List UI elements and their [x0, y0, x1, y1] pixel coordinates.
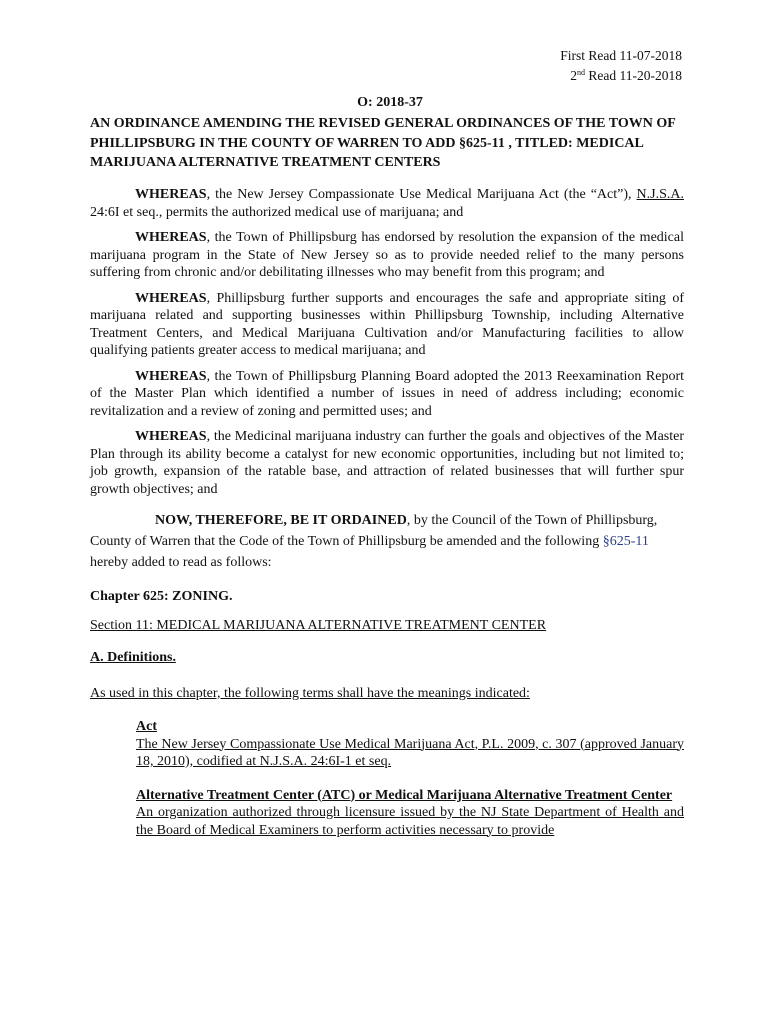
second-read-date: 2nd Read 11-20-2018: [570, 68, 682, 83]
section-heading: Section 11: MEDICAL MARIJUANA ALTERNATIVE TREATMENT CENTER: [90, 617, 547, 633]
chapter-heading: Chapter 625: ZONING.: [90, 589, 233, 604]
definition-term: Act: [136, 719, 157, 734]
ordinance-title: AN ORDINANCE AMENDING THE REVISED GENERAL ORDINANCES OF THE TOWN OF PHILLIPSBURG IN THE COUNTY OF WARREN TO ADD §625-11 , TITLED: MEDICAL MARIJUANA ALTERNATIVE TREATMENT CENTERS: [90, 116, 676, 170]
definition-item: [136, 718, 684, 771]
definitions-heading: A. Definitions.: [90, 650, 176, 665]
definition-text: The New Jersey Compassionate Use Medical Marijuana Act, P.L. 2009, c. 307 (approved January 18, 2010), codified at N.J.S.A. 24:6I-1 et seq.: [136, 736, 684, 769]
section-reference: §625-11: [602, 534, 649, 549]
reading-dates: [560, 47, 682, 84]
whereas-clause-5: WHEREAS, the Medicinal marijuana industry can further the goals and objectives of the Master Plan through its ability become a catalyst for new economic opportunities, including but not limited to; job growth, expansion of the ratable base, and attraction of related businesses that will further spur growth objectives; and: [90, 429, 684, 497]
whereas-clause-3: WHEREAS, Phillipsburg further supports and encourages the safe and appropriate siting of marijuana related and supporting businesses within Phillipsburg Township, including Alternative Treatment Centers, and Medical Marijuana Cultivation and/or Manufacturing facilities to allow qualifying patients greater access to medical marijuana; and: [90, 290, 684, 358]
ordinance-title-block: [90, 95, 690, 173]
whereas-clause-2: WHEREAS, the Town of Phillipsburg has endorsed by resolution the expansion of the medical marijuana program in the State of New Jersey so as to provide needed relief to the many persons suffering from chronic and/or debilitating illnesses who may benefit from this program; and: [90, 230, 684, 280]
definition-item: [136, 787, 684, 840]
whereas-clause-1: WHEREAS, the New Jersey Compassionate Use Medical Marijuana Act (the “Act”), N.J.S.A. 24:6I et seq., permits the authorized medical use of marijuana; and: [90, 187, 684, 220]
first-read-date: First Read 11-07-2018: [560, 48, 682, 63]
ordained-clause: NOW, THEREFORE, BE IT ORDAINED, by the Council of the Town of Phillipsburg, County of Warren that the Code of the Town of Phillipsburg be amended and the following §625-11 hereby added to read as follows:: [90, 513, 658, 570]
whereas-clause-4: WHEREAS, the Town of Phillipsburg Planning Board adopted the 2013 Reexamination Report of the Master Plan which identified a number of issues in need of address including; economic revitalization and a review of zoning and permitted uses; and: [90, 368, 684, 419]
statute-link[interactable]: N.J.S.A.: [636, 187, 684, 202]
ordinance-body: [90, 186, 684, 839]
definition-term: Alternative Treatment Center (ATC) or Medical Marijuana Alternative Treatment Center: [136, 787, 673, 803]
definitions-intro: As used in this chapter, the following terms shall have the meanings indicated:: [90, 685, 530, 701]
definition-text: An organization authorized through licensure issued by the NJ State Department of Health and the Board of Medical Examiners to perform activities necessary to provide: [136, 805, 684, 838]
ordinance-number: O: 2018-37: [357, 95, 423, 110]
